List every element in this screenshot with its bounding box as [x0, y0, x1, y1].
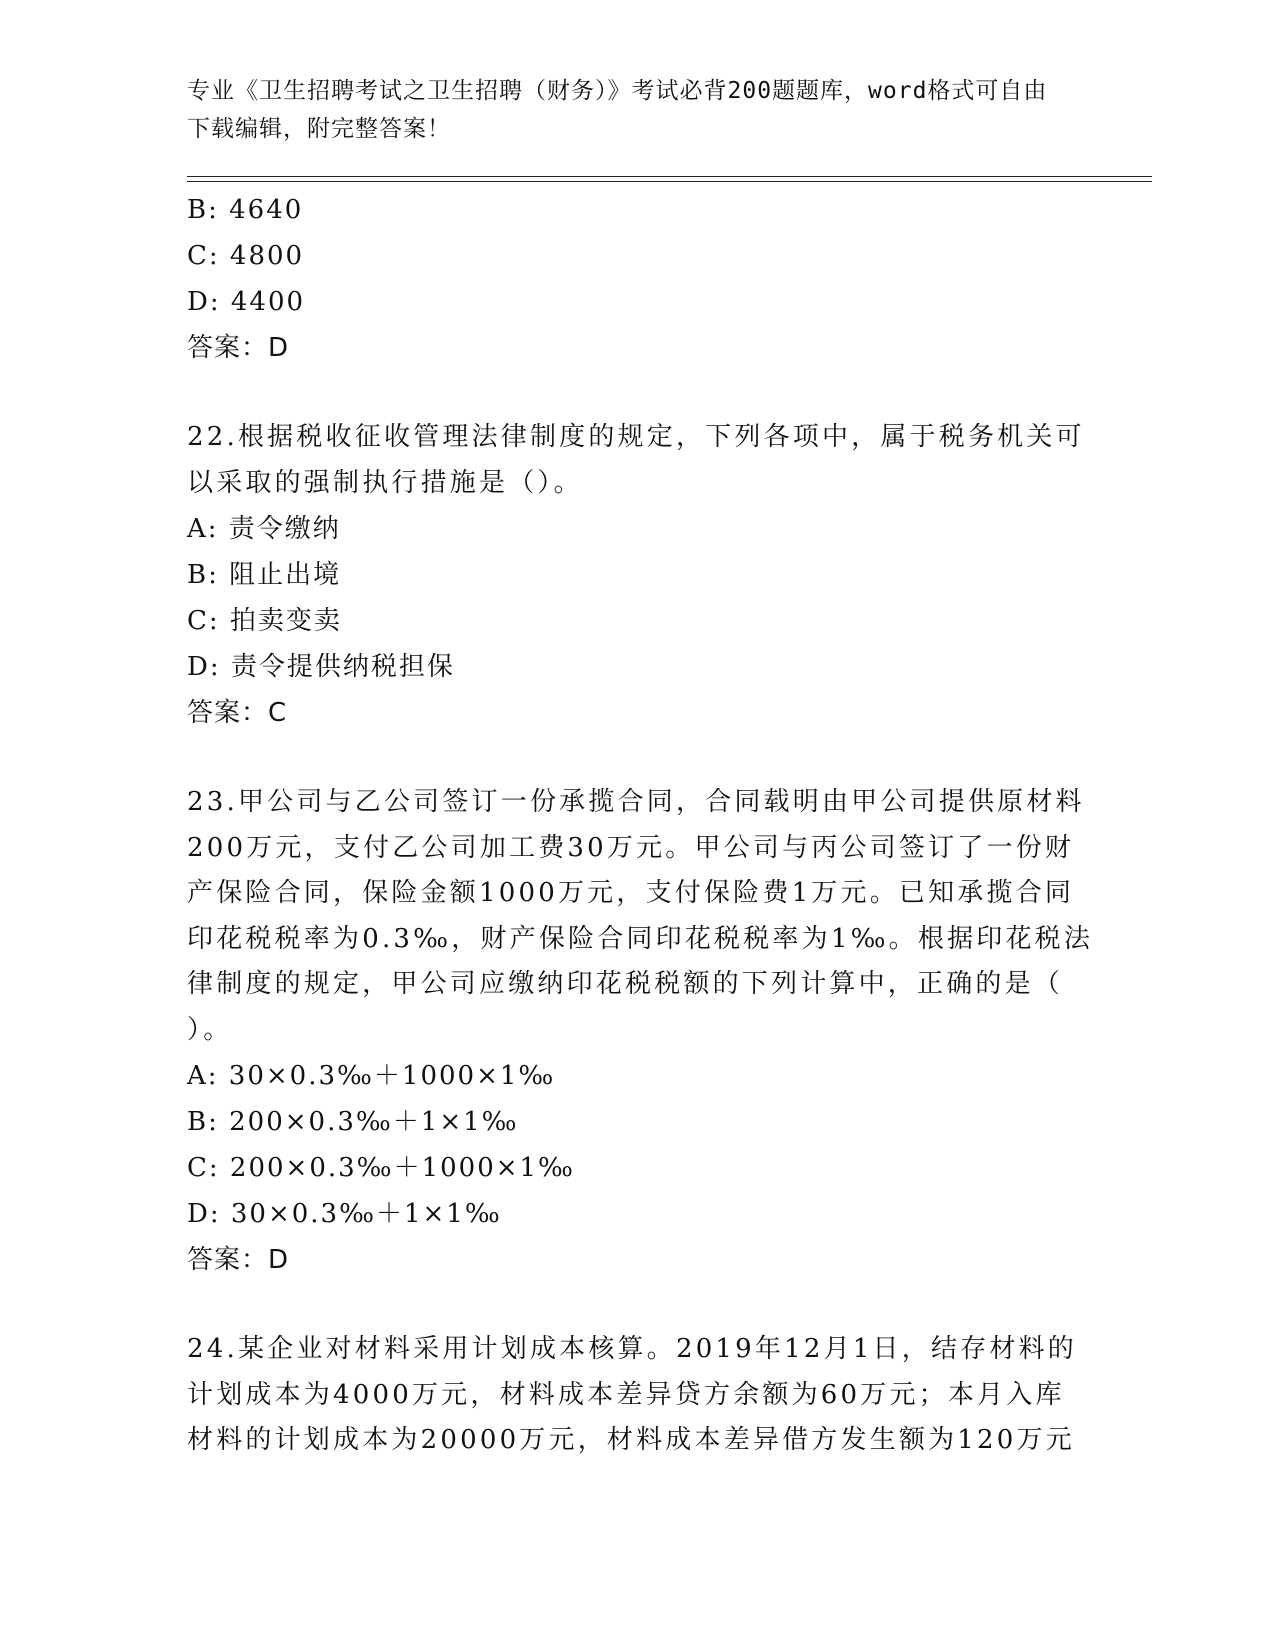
- question-text-line: 印花税税率为0.3‰，财产保险合同印花税税率为1‰。根据印花税法: [187, 923, 1094, 954]
- option-c: C: 拍卖变卖: [187, 606, 342, 636]
- option-b: B: 4640: [187, 195, 304, 225]
- option-a: A: 30×0.3‰＋1000×1‰: [187, 1061, 556, 1091]
- question-text-line: 律制度的规定，甲公司应缴纳印花税税额的下列计算中，正确的是（: [187, 969, 1064, 999]
- page-header: 专业《卫生招聘考试之卫生招聘（财务）》考试必背200题题库，word格式可自由下载编辑，附完整答案！: [187, 78, 1048, 142]
- question-text-line: 22.根据税收征收管理法律制度的规定，下列各项中，属于税务机关可: [187, 422, 1085, 452]
- question-text-line: ）。: [187, 1014, 233, 1045]
- question-text-line: 以采取的强制执行措施是（）。: [187, 467, 583, 498]
- question-gap: [187, 736, 1067, 780]
- option-c: C: 4800: [187, 241, 305, 271]
- header-divider-top: [187, 176, 1152, 177]
- question-text-line: 计划成本为4000万元，材料成本差异贷方余额为60万元；本月入库: [187, 1379, 1065, 1410]
- header-divider-bottom: [187, 181, 1152, 182]
- question-23: [187, 780, 1094, 1283]
- question-24: [187, 1327, 1077, 1464]
- answer-line: 答案：D: [187, 333, 290, 363]
- option-b: B: 200×0.3‰＋1×1‰: [187, 1107, 519, 1137]
- option-c: C: 200×0.3‰＋1000×1‰: [187, 1153, 575, 1183]
- question-text-line: 24.某企业对材料采用计划成本核算。2019年12月1日，结存材料的: [187, 1334, 1077, 1364]
- option-d: D: 责令提供纳税担保: [187, 652, 455, 682]
- question-text-line: 200万元，支付乙公司加工费30万元。甲公司与丙公司签订了一份财: [187, 832, 1075, 863]
- question-gap: [187, 1283, 1067, 1327]
- question-text-line: 产保险合同，保险金额1000万元，支付保险费1万元。已知承揽合同: [187, 878, 1075, 908]
- document-body: [187, 187, 1094, 1464]
- answer-line: 答案：D: [187, 1245, 290, 1275]
- answer-line: 答案：C: [187, 698, 288, 728]
- option-d: D: 4400: [187, 287, 306, 317]
- option-a: A: 责令缴纳: [187, 514, 341, 544]
- option-d: D: 30×0.3‰＋1×1‰: [187, 1199, 502, 1229]
- question-22: [187, 415, 1085, 736]
- question-21-tail: [187, 187, 1067, 371]
- option-b: B: 阻止出境: [187, 560, 342, 590]
- question-text-line: 23.甲公司与乙公司签订一份承揽合同，合同载明由甲公司提供原材料: [187, 787, 1085, 817]
- question-text-line: 材料的计划成本为20000万元，材料成本差异借方发生额为120万元: [187, 1425, 1075, 1455]
- question-gap: [187, 371, 1067, 415]
